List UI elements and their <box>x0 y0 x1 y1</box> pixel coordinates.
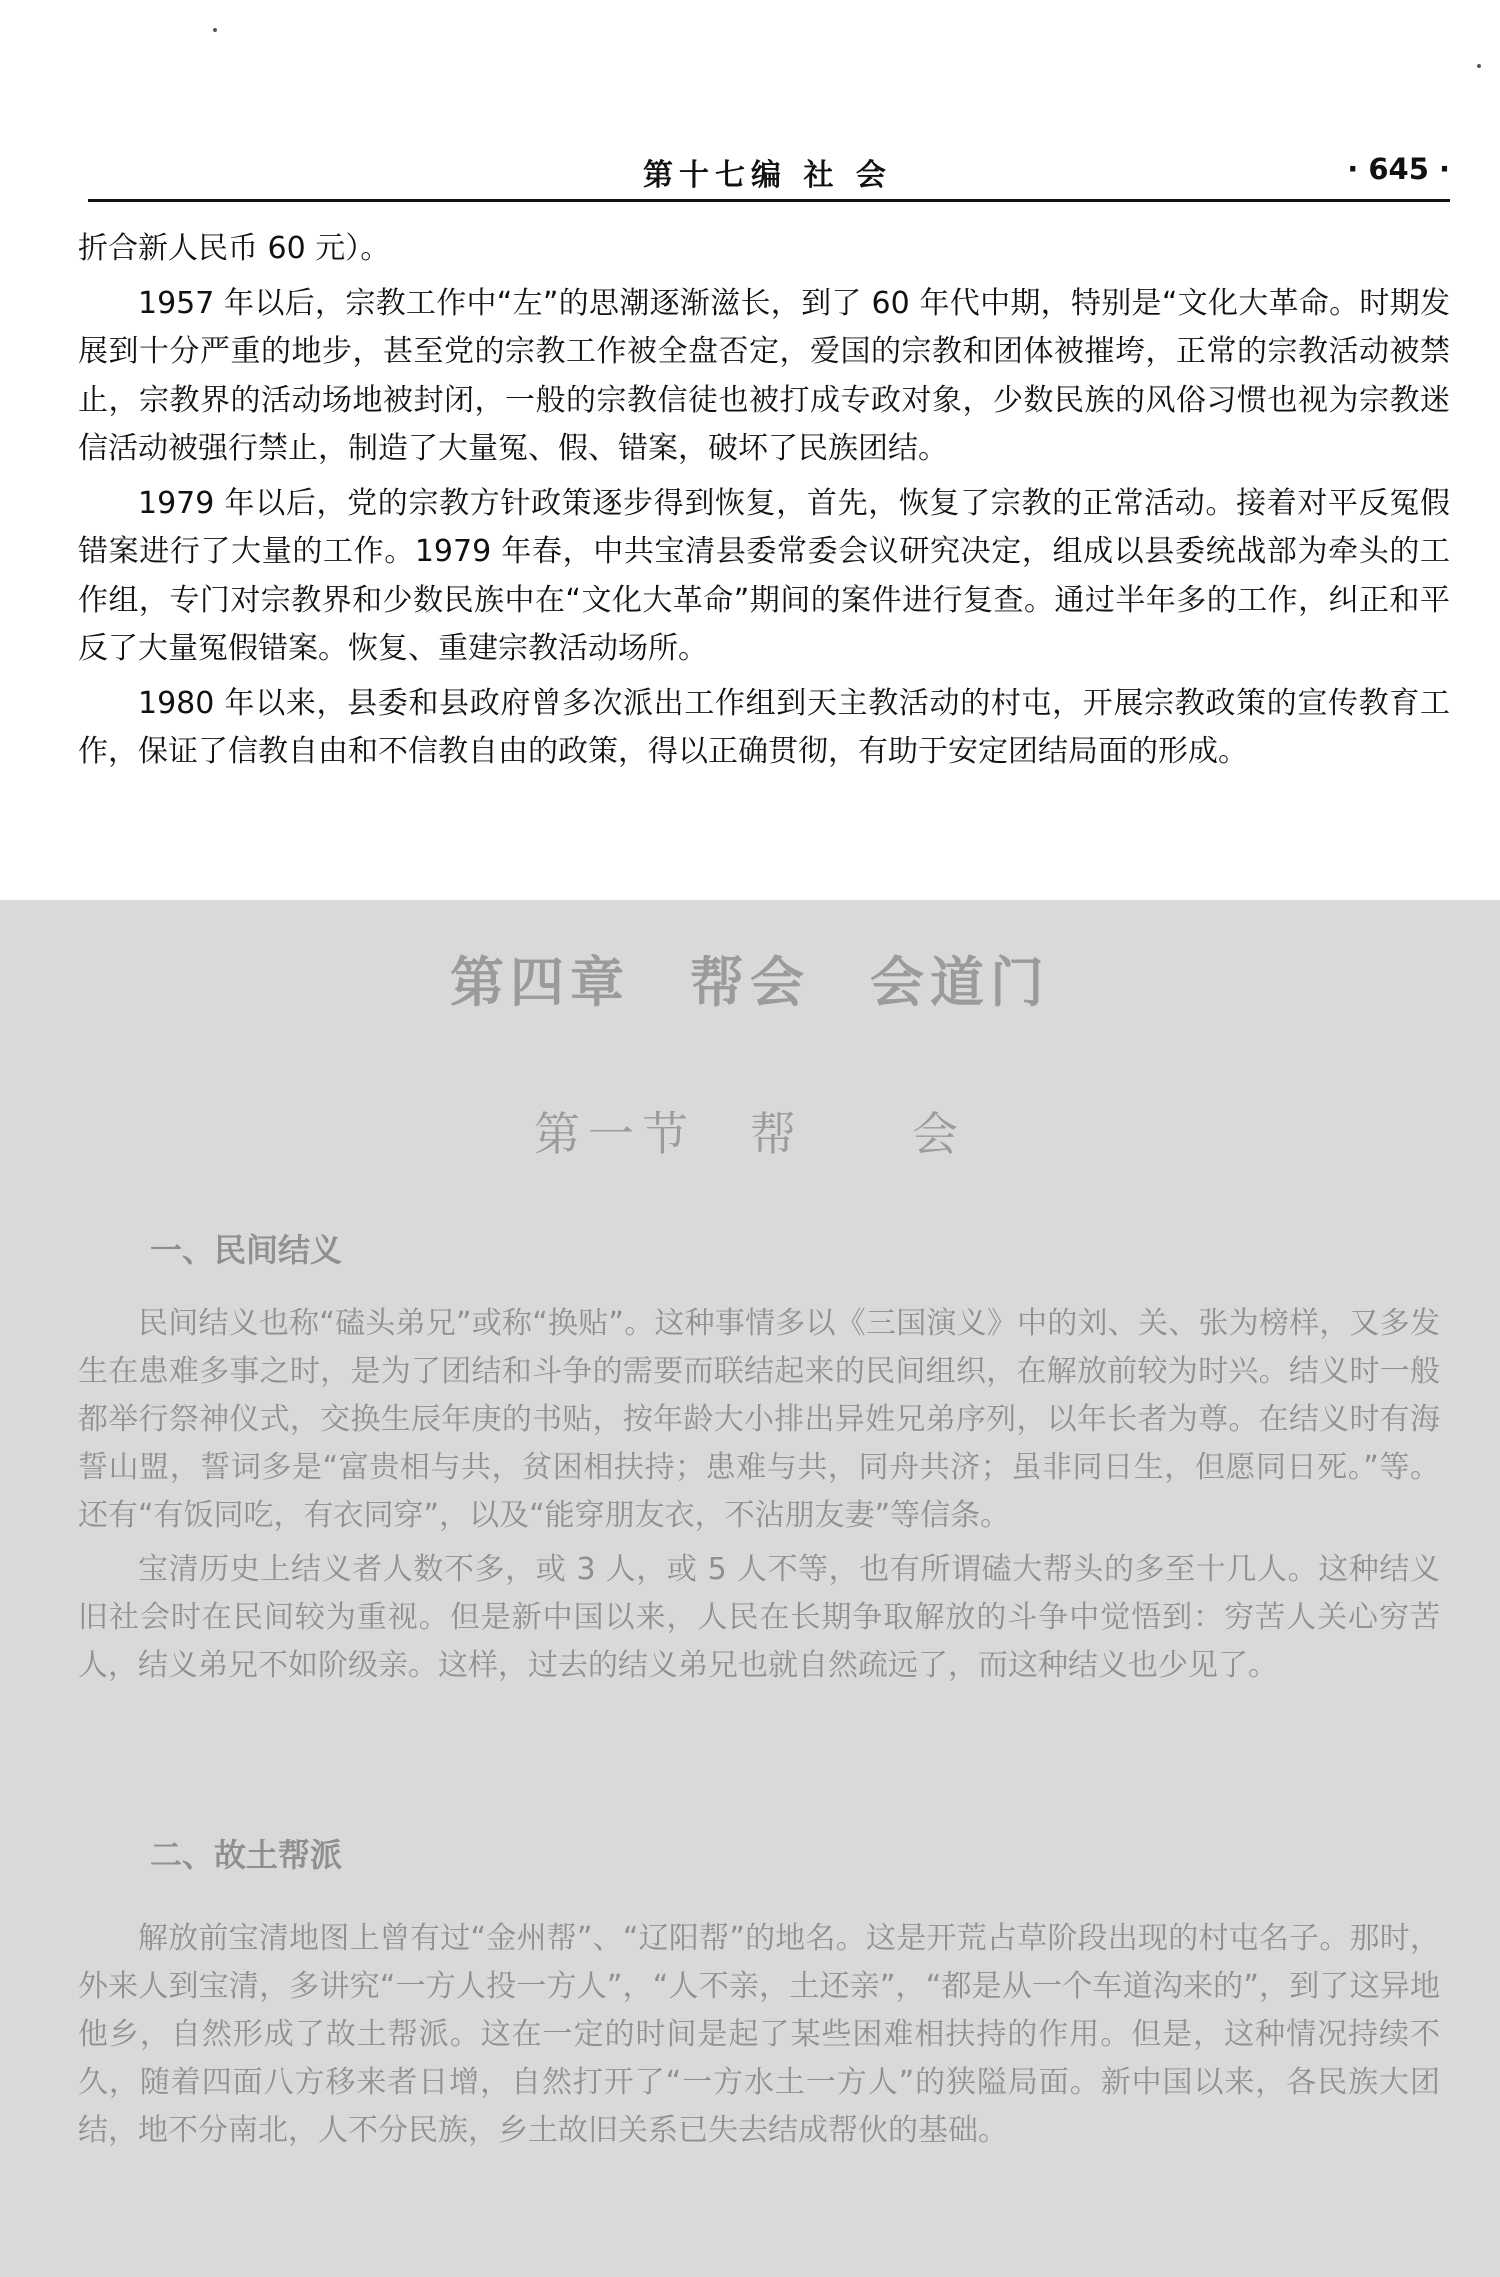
paragraph: 折合新人民币 60 元）。 <box>78 231 391 266</box>
chapter-title: 第四章 帮会 会道门 <box>450 951 1050 1014</box>
top-body-text <box>78 225 1450 783</box>
page-header <box>88 150 1450 202</box>
paragraph: 宝清历史上结义者人数不多，或 3 人，或 5 人不等，也有所谓磕大帮头的多至十几人。这种结义旧社会时在民间较为重视。但是新中国以来，人民在长期争取解放的斗争中觉悟到：穷苦人关心穷苦人，结义弟兄不如阶级亲。这样，过去的结义弟兄也就自然疏远了，而这种结义也少见了。 <box>78 1552 1440 1683</box>
subsection-1-body <box>78 1300 1440 1696</box>
scan-speck <box>213 28 217 32</box>
paragraph: 1957 年以后，宗教工作中“左”的思潮逐渐滋长，到了 60 年代中期，特别是“文化大革命。时期发展到十分严重的地步，甚至党的宗教工作被全盘否定，爱国的宗教和团体被摧垮，正常的宗教活动被禁止，宗教界的活动场地被封闭，一般的宗教信徒也被打成专政对象，少数民族的风俗习惯也视为宗教迷信活动被强行禁止，制造了大量冤、假、错案，破坏了民族团结。 <box>78 285 1450 466</box>
subsection-heading: 二、故土帮派 <box>150 1836 343 1874</box>
subsection-heading: 一、民间结义 <box>150 1231 343 1269</box>
page-number: · 645 · <box>1347 152 1450 186</box>
section-title: 第一节 帮 会 <box>534 1107 966 1161</box>
running-header-title: 第十七编 社 会 <box>643 158 892 193</box>
subsection-2-body <box>78 1915 1440 2161</box>
paragraph: 解放前宝清地图上曾有过“金州帮”、“辽阳帮”的地名。这是开荒占草阶段出现的村屯名子。那时，外来人到宝清，多讲究“一方人投一方人”，“人不亲，土还亲”，“都是从一个车道沟来的”，到了这异地他乡，自然形成了故土帮派。这在一定的时间是起了某些困难相扶持的作用。但是，这种情况持续不久，随着四面八方移来者日增，自然打开了“一方水土一方人”的狭隘局面。新中国以来，各民族大团结，地不分南北，人不分民族，乡土故旧关系已失去结成帮伙的基础。 <box>78 1921 1440 2148</box>
paragraph: 1980 年以来，县委和县政府曾多次派出工作组到天主教活动的村屯，开展宗教政策的宣传教育工作，保证了信教自由和不信教自由的政策，得以正确贯彻，有助于安定团结局面的形成。 <box>78 685 1450 769</box>
header-rule <box>88 199 1450 202</box>
scan-speck <box>1477 64 1481 68</box>
paragraph: 民间结义也称“磕头弟兄”或称“换贴”。这种事情多以《三国演义》中的刘、关、张为榜样，又多发生在患难多事之时，是为了团结和斗争的需要而联结起来的民间组织，在解放前较为时兴。结义时一般都举行祭神仪式，交换生辰年庚的书贴，按年龄大小排出异姓兄弟序列，以年长者为尊。在结义时有海誓山盟，誓词多是“富贵相与共，贫困相扶持；患难与共，同舟共济；虽非同日生，但愿同日死。”等。还有“有饭同吃，有衣同穿”，以及“能穿朋友衣，不沾朋友妻”等信条。 <box>78 1306 1440 1533</box>
paragraph: 1979 年以后，党的宗教方针政策逐步得到恢复，首先，恢复了宗教的正常活动。接着对平反冤假错案进行了大量的工作。1979 年春，中共宝清县委常委会议研究决定，组成以县委统战部为牵头的工作组，专门对宗教界和少数民族中在“文化大革命”期间的案件进行复查。通过半年多的工作，纠正和平反了大量冤假错案。恢复、重建宗教活动场所。 <box>78 485 1450 666</box>
